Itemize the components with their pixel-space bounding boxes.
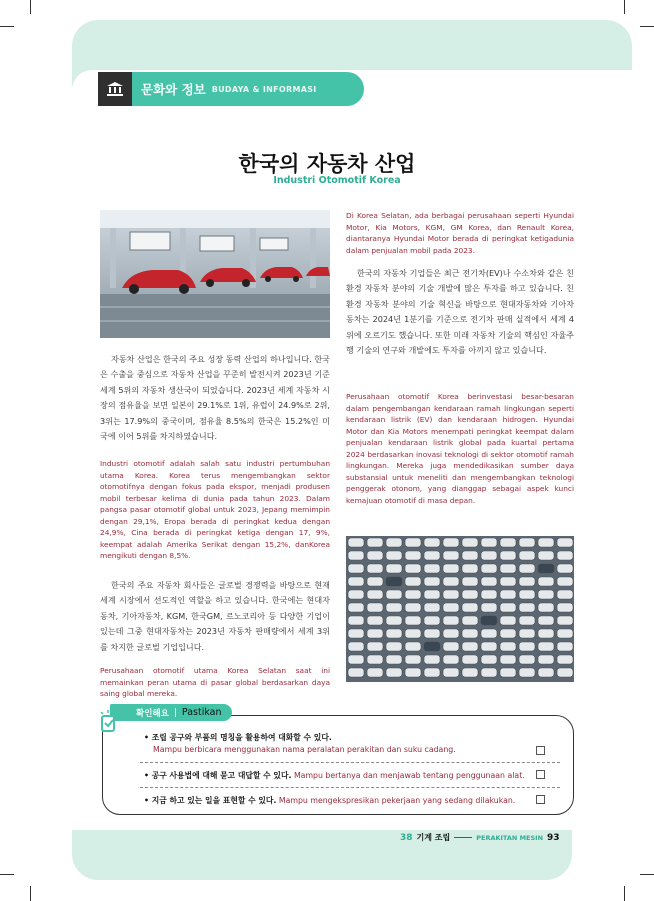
checklist-item-id: Mampu bertanya dan menjawab tentang penggunaan alat. — [293, 771, 525, 780]
checkbox[interactable] — [536, 770, 545, 779]
right-paragraph-1-id: Di Korea Selatan, ada berbagai perusahaan seperti Hyundai Motor, Kia Motors, KGM, GM Korea, dan Renault Korea, diantaranya Hyundai Motor berada di peringkat ketigadunia dalam penjualan mobil pada 2023. — [346, 211, 574, 255]
checklist-item-id: Mampu mengekspresikan pekerjaan yang sedang dilakukan. — [278, 796, 516, 805]
divider — [140, 762, 560, 763]
page-subtitle: Industri Otomotif Korea — [273, 175, 401, 186]
car-factory-image — [100, 210, 330, 338]
checklist-item-ko: • 공구 사용법에 대해 묻고 대답할 수 있다. — [144, 771, 292, 780]
footer-label-ko: 기계 조립 — [416, 833, 451, 842]
checklist-icon — [98, 710, 120, 739]
page-number-right: 93 — [547, 832, 560, 843]
checklist-label-id: Pastikan — [181, 707, 222, 718]
right-paragraph-2-ko: 한국의 자동차 기업들은 최근 전기차(EV)나 수소차와 같은 친환경 자동차 분야의 기술 개발에 많은 투자를 하고 있습니다. 친환경 자동차 분야의 기술 혁신을 바탕으로 현대자동차와 기아자동차는 2024년 1분기를 기준으로 전기차 판매 실적에서 세계 4위에 오르기도 했습니다. 또한 미래 자동차 기술의 핵심인 자율주행 기술의 연구와 개발에도 투자를 아끼지 않고 있습니다. — [346, 268, 574, 356]
checkbox[interactable] — [536, 746, 545, 755]
crop-mark — [30, 886, 31, 901]
crop-mark — [640, 874, 654, 875]
checklist-item-ko: • 조립 공구와 부품의 명칭을 활용하여 대화할 수 있다. — [144, 733, 332, 742]
checklist-item-sub — [153, 745, 456, 754]
checklist-header — [110, 704, 232, 721]
section-label-id: BUDAYA & INFORMASI — [211, 84, 317, 94]
crop-mark — [30, 0, 31, 14]
footer-divider — [454, 837, 472, 838]
crop-mark — [640, 26, 654, 27]
left-paragraph-2-id: Perusahaan otomotif utama Korea Selatan saat ini memainkan peran utama di pasar global berdasarkan daya saing global mereka. — [100, 666, 330, 698]
temple-icon — [98, 72, 132, 106]
left-paragraph-1-ko: 자동차 산업은 한국의 주요 성장 동력 산업의 하나입니다. 한국은 수출을 중심으로 자동차 산업을 꾸준히 발전시켜 2023년 기준 세계 5위의 자동차 생산국이 되었습니다. 2023년 세계 자동차 시장의 점유율을 보면 일본이 29.1%로 1위, 유럽이 24.9%로 2위, 3위는 17.9%의 중국이며, 점유율 8.5%의 한국은 15.2%인 미국에 이어 5위를 차지하였습니다. — [100, 354, 330, 442]
footer-label-id: PERAKITAN MESIN — [476, 833, 544, 842]
crop-mark — [624, 886, 625, 901]
checklist-item-id: Mampu berbicara menggunakan nama peralatan perakitan dan suku cadang. — [153, 745, 456, 754]
divider — [140, 787, 560, 788]
checklist-item — [144, 795, 515, 806]
checklist-separator: | — [173, 707, 177, 718]
crop-mark — [0, 26, 14, 27]
right-paragraph-2-id: Perusahaan otomotif Korea berinvestasi besar-besaran dalam pengembangan kendaraan ramah lingkungan seperti kendaraan listrik (EV) dan kendaraan hidrogen. Hyundai Motor dan Kia Motors menempati peringkat keempat dalam penjualan kendaraan listrik global pada kuartal pertama 2024 berdasarkan inovasi teknologi di sektor otomotif ramah lingkungan. Mereka juga mendedikasikan sumber daya substansial untuk meneliti dan mengembangkan teknologi penggerak otonom, yang dianggap sebagai aspek kunci kemajuan otomotif di masa depan. — [346, 392, 574, 505]
left-paragraph-1-id: Industri otomotif adalah salah satu industri pertumbuhan utama Korea. Korea terus mengembangkan sektor otomotifnya dengan fokus pada ekspor, menjadi produsen mobil terbesar kelima di dunia pada tahun 2023. Dalam pangsa pasar otomotif global untuk 2023, Jepang memimpin dengan 29,1%, Eropa berada di peringkat kedua dengan 24,9%, Cina berada di peringkat ketiga dengan 17, 9%, keempat adalah Amerika Serikat dengan 15,2%, danKorea mengikuti dengan 8,5%. — [100, 459, 330, 560]
section-header — [98, 72, 364, 106]
checklist-item — [144, 770, 525, 781]
checklist-label-ko: 확인해요 — [136, 708, 169, 719]
page-footer — [400, 832, 570, 843]
checklist-item — [144, 732, 332, 743]
checkbox[interactable] — [536, 795, 545, 804]
page-title: 한국의 자동차 산업 — [238, 152, 416, 176]
section-label-ko: 문화와 정보 — [141, 82, 206, 97]
parked-cars-image — [346, 536, 574, 682]
page-number-left: 38 — [400, 832, 413, 843]
checklist-item-ko: • 지금 하고 있는 일을 표현할 수 있다. — [144, 796, 277, 805]
left-paragraph-2-ko: 한국의 주요 자동차 회사들은 글로벌 경쟁력을 바탕으로 현재 세계 시장에서 선도적인 역할을 하고 있습니다. 한국에는 현대자동차, 기아자동차, KGM, 한국GM, 르노코리아 등 다양한 기업이 있는데 그중 현대자동차는 2023년 자동차 판매량에서 세계 3위를 차지한 글로벌 기업입니다. — [100, 580, 330, 652]
crop-mark — [624, 0, 625, 14]
crop-mark — [0, 874, 14, 875]
